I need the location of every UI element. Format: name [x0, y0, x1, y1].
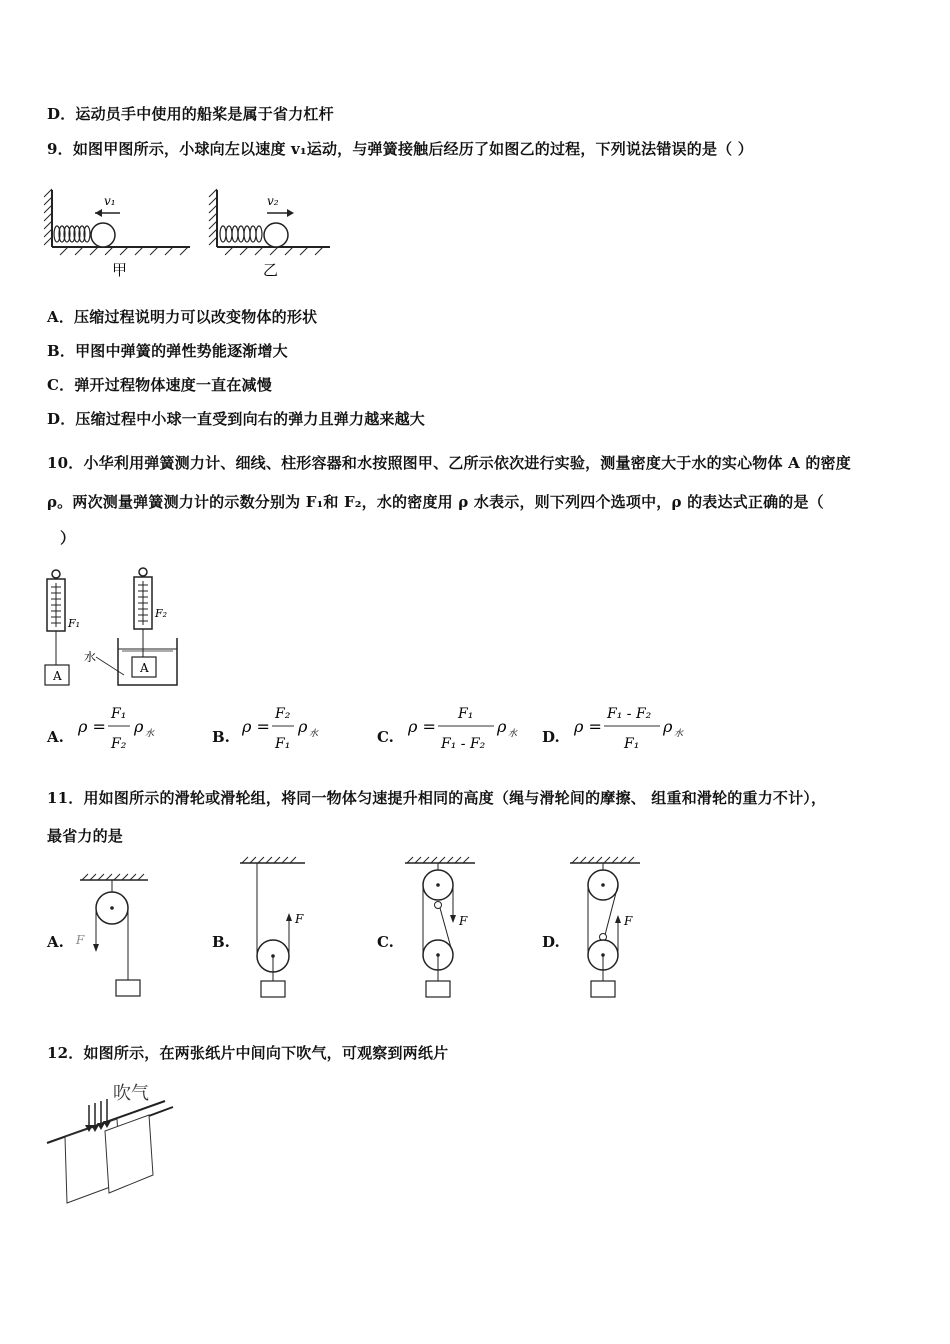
q12-stem: 12．如图所示，在两张纸片中间向下吹气，可观察到两纸片: [47, 1044, 449, 1062]
q11-pulley-d: [565, 855, 655, 1009]
formula-numerator: F₁: [458, 706, 474, 722]
q11-d-force-label: F: [624, 914, 633, 928]
q9-v2-label: v₂: [267, 194, 279, 208]
q8-option-d: D．运动员手中使用的船桨是属于省力杠杆: [47, 105, 334, 123]
formula-numerator: F₂: [275, 706, 291, 722]
q9-fig-jia-label: 甲: [112, 261, 128, 279]
formula-denominator: F₁ - F₂: [441, 736, 486, 752]
q11-option-d-letter: D.: [542, 933, 560, 951]
formula-numerator: F₁ - F₂: [607, 706, 652, 722]
q10-figure-spring-scale: [40, 565, 190, 694]
q9-option-a: A．压缩过程说明力可以改变物体的形状: [47, 308, 318, 326]
q10-object-a-submerged-label: A: [140, 661, 149, 675]
q9-option-b: B．甲图中弹簧的弹性势能逐渐增大: [47, 342, 288, 360]
formula-denominator: F₁: [624, 736, 640, 752]
q9-fig-yi-label: 乙: [263, 261, 279, 279]
q11-option-c-letter: C.: [377, 933, 394, 951]
q11-pulley-c: [400, 855, 490, 1009]
formula-rho: ρ: [134, 717, 144, 736]
formula-sub-water: 水: [674, 729, 684, 739]
formula-denominator: F₂: [111, 736, 127, 752]
formula-numerator: F₁: [111, 706, 127, 722]
formula-lhs: ρ =: [78, 717, 106, 736]
q11-pulley-b: [235, 855, 325, 1009]
q11-option-b-letter: B.: [212, 933, 230, 951]
formula-denominator: F₁: [275, 736, 291, 752]
q10-stem-line1: 10．小华利用弹簧测力计、细线、柱形容器和水按照图甲、乙所示依次进行实验，测量密度大于水的实心物体 A 的密度: [47, 454, 851, 472]
q10-object-a-label: A: [53, 669, 62, 683]
q9-option-d: D．压缩过程中小球一直受到向右的弹力且弹力越来越大: [47, 410, 426, 428]
formula-sub-water: 水: [508, 729, 518, 739]
q11-stem-line2: 最省力的是: [47, 827, 124, 845]
q10-option-a-letter: A.: [47, 728, 64, 746]
q10-stem-line3: ）: [60, 529, 76, 547]
q10-f1-label: F₁: [68, 617, 81, 630]
formula-rho: ρ: [298, 717, 308, 736]
q11-stem-line1: 11．用如图所示的滑轮或滑轮组，将同一物体匀速提升相同的高度（绳与滑轮间的摩擦、 组重和滑轮的重力不计），: [47, 789, 827, 807]
q9-option-c: C．弹开过程物体速度一直在减慢: [47, 376, 272, 394]
formula-rho: ρ: [663, 717, 673, 736]
q10-option-d-letter: D.: [542, 728, 560, 746]
formula-lhs: ρ =: [574, 717, 602, 736]
q10-formula-d: [574, 700, 699, 759]
q12-blow-label: 吹气: [113, 1083, 149, 1104]
q11-b-force-label: F: [295, 912, 304, 926]
formula-lhs: ρ =: [242, 717, 270, 736]
q10-water-label: 水: [84, 650, 97, 664]
q11-option-a-letter: A.: [47, 933, 64, 951]
q10-option-c-letter: C.: [377, 728, 394, 746]
q10-formula-c: [408, 700, 533, 759]
q11-c-force-label: F: [459, 914, 468, 928]
q11-pulley-a: [70, 872, 160, 1006]
q12-figure-paper-blowing: [45, 1075, 185, 1214]
q10-formula-a: [78, 700, 173, 759]
q9-figure-spring-ball: [40, 185, 340, 284]
q9-stem: 9．如图甲图所示，小球向左以速度 v₁运动，与弹簧接触后经历了如图乙的过程，下列说法错误的是（ ）: [47, 140, 753, 158]
formula-rho: ρ: [497, 717, 507, 736]
formula-lhs: ρ =: [408, 717, 436, 736]
q10-formula-b: [242, 700, 337, 759]
q9-v1-label: v₁: [104, 194, 116, 208]
q11-a-force-label: F: [76, 933, 85, 947]
q10-stem-line2: ρ。两次测量弹簧测力计的示数分别为 F₁和 F₂，水的密度用 ρ 水表示，则下列四个选项中，ρ 的表达式正确的是（: [47, 493, 824, 511]
formula-sub-water: 水: [145, 729, 155, 739]
formula-sub-water: 水: [309, 729, 319, 739]
q10-option-b-letter: B.: [212, 728, 230, 746]
q10-f2-label: F₂: [155, 607, 168, 620]
